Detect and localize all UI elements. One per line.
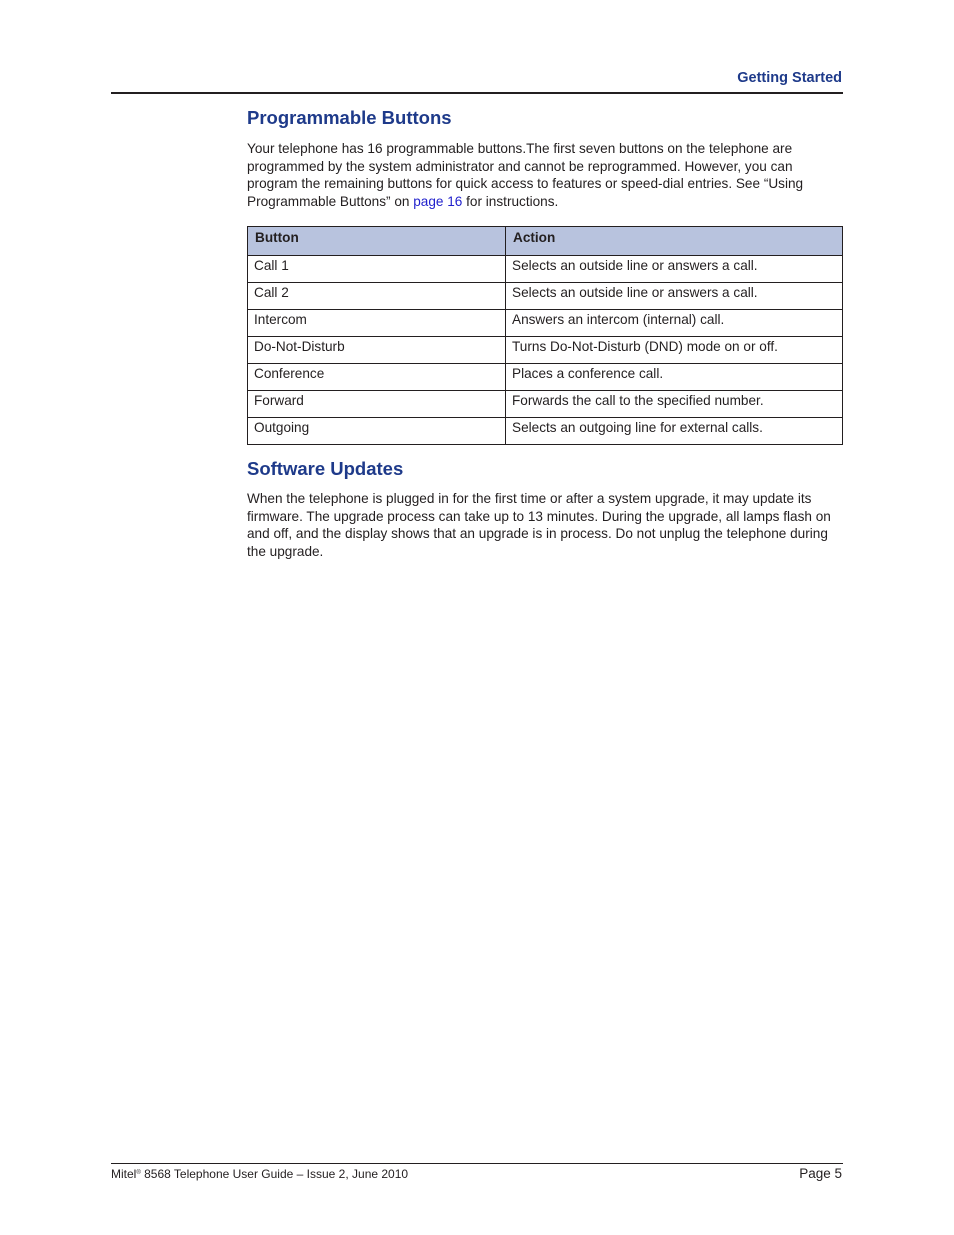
table-row: [248, 256, 843, 283]
table-cell-action: Turns Do-Not-Disturb (DND) mode on or off.: [506, 337, 843, 364]
page-link[interactable]: page 16: [413, 193, 463, 209]
running-header: Getting Started: [737, 70, 842, 86]
table-cell-action: Selects an outside line or answers a call.: [506, 256, 843, 283]
table-cell-button: Call 2: [248, 283, 506, 310]
table-header-button: Button: [248, 227, 506, 256]
footer-title-text: 8568 Telephone User Guide – Issue 2, June 2010: [140, 1167, 409, 1181]
table-row: [248, 418, 843, 445]
table-cell-button: Forward: [248, 391, 506, 418]
table-cell-button: Do-Not-Disturb: [248, 337, 506, 364]
table-header-action: Action: [506, 227, 843, 256]
table-row: [248, 310, 843, 337]
section-title-programmable-buttons: Programmable Buttons: [247, 107, 452, 128]
table-cell-button: Outgoing: [248, 418, 506, 445]
footer-divider: [111, 1163, 843, 1164]
buttons-table: [247, 226, 843, 445]
table-row: [248, 337, 843, 364]
body-text: for instructions.: [462, 193, 559, 209]
page-content: [247, 105, 842, 560]
table-cell-action: Selects an outgoing line for external calls.: [506, 418, 843, 445]
page-number: Page 5: [799, 1166, 842, 1181]
table-row: [248, 391, 843, 418]
section-body-programmable-buttons: [247, 140, 842, 210]
table-cell-button: Call 1: [248, 256, 506, 283]
table-cell-action: Places a conference call.: [506, 364, 843, 391]
footer-brand: Mitel: [111, 1167, 137, 1181]
table-header-row: [248, 227, 843, 256]
footer-document-title: [111, 1167, 408, 1181]
table-cell-button: Intercom: [248, 310, 506, 337]
table-cell-action: Answers an intercom (internal) call.: [506, 310, 843, 337]
table-row: [248, 364, 843, 391]
table-row: [248, 283, 843, 310]
section-body-software-updates: When the telephone is plugged in for the first time or after a system upgrade, it may update its firmware. The upgrade process can take up to 13 minutes. During the upgrade, all lamps flash on and off, and the display shows that an upgrade is in process. Do not unplug the telephone during the upgrade.: [247, 491, 831, 559]
header-divider: [111, 92, 843, 94]
section-title-software-updates: Software Updates: [247, 458, 404, 479]
registered-mark: ®: [136, 1170, 141, 1176]
body-text: Your telephone has 16 programmable buttons.The first seven buttons on the telephone are programmed by the system administrator and cannot be reprogrammed. However, you can program the remaining buttons for quick access to features or speed-dial entries. See “Using Programmable Buttons” on: [247, 141, 804, 209]
table-cell-button: Conference: [248, 364, 506, 391]
table-cell-action: Selects an outside line or answers a call.: [506, 283, 843, 310]
table-cell-action: Forwards the call to the specified number.: [506, 391, 843, 418]
